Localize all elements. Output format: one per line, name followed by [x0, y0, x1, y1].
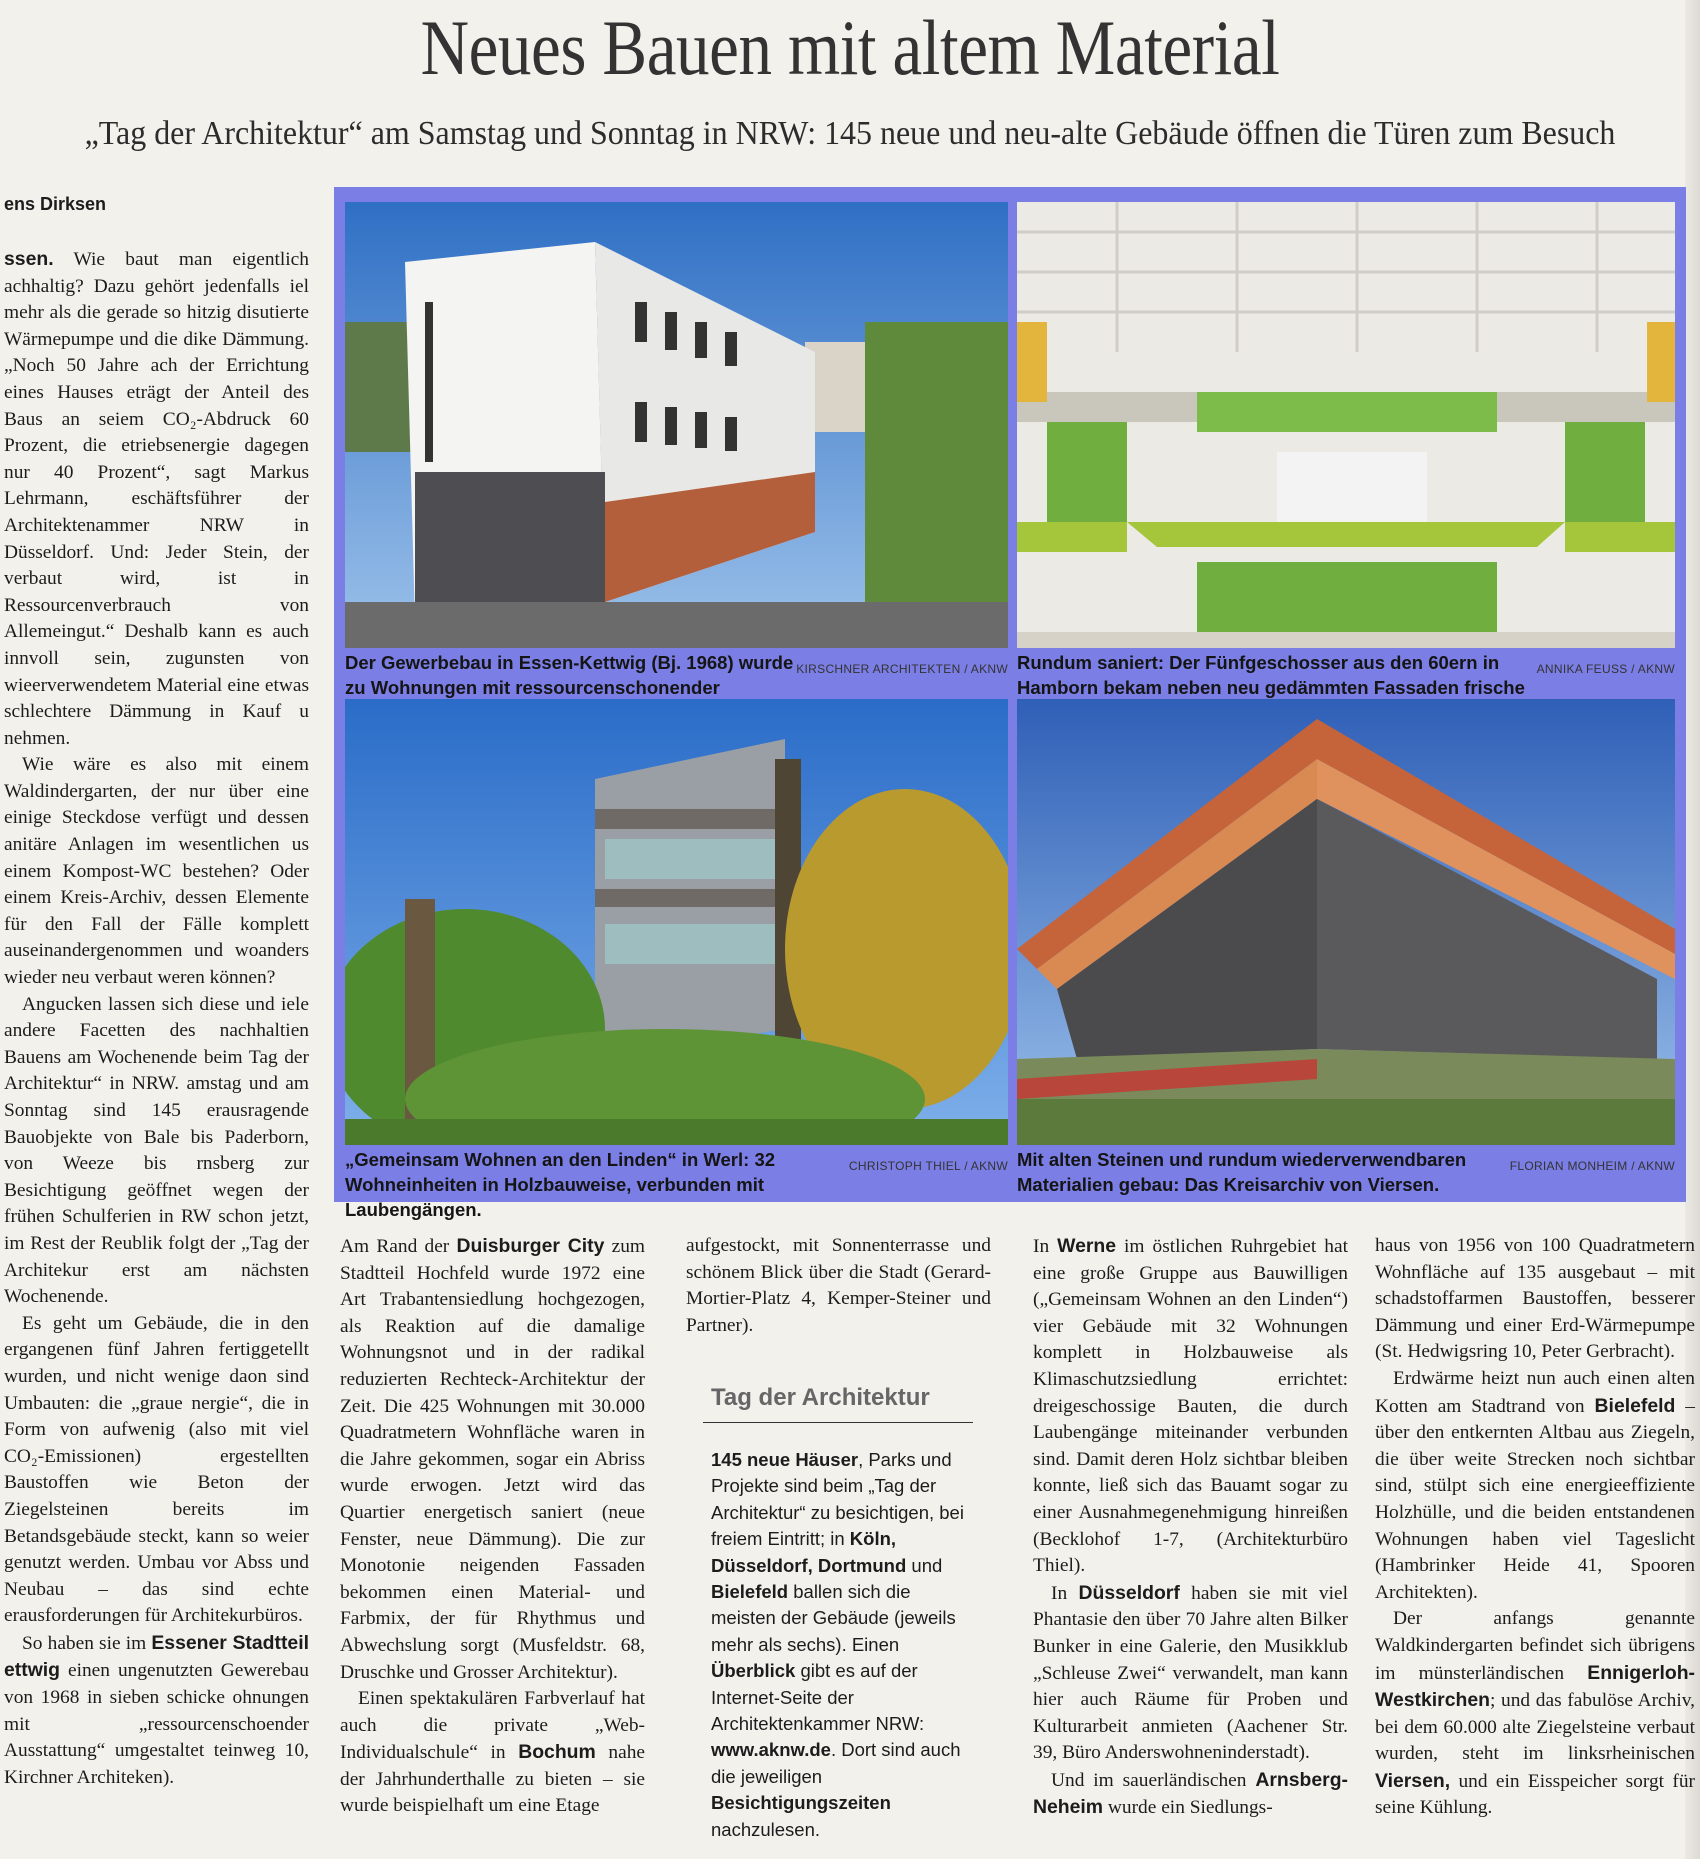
location-bold: Ennigerloh-Westkirchen: [1375, 1661, 1695, 1712]
info-bold: Überblick: [711, 1660, 796, 1682]
location-bold: Essener Stadtteil ettwig: [4, 1631, 309, 1682]
info-box: [703, 1384, 978, 1843]
paragraph-text: Wie baut man eigentlich achhaltig? Dazu gehört jedenfalls iel mehr als die gerade so hitzig disutierte Wärmepumpe und die dike Dämmung. „Noch 50 Jahre ach der Errichtung eines Hauses eträgt der Anteil des Baus an seiem CO₂-Abdruck 60 Prozent, die etriebsenergie dagegen nur 40 Prozent“, sagt Markus Lehrmann, eschäftsführer der Architektenammer NRW in Düsseldorf. Und: Jeder Stein, der verbaut wird, ist in Ressourcenverbrauch von Allemeingut.“ Deshalb kann es auch innvoll sein, zugunsten von wieerverwendetem Material eine etwas schlechtere Dämmung in Kauf u nehmen.: [4, 249, 309, 749]
paragraph: [340, 1233, 645, 1686]
info-bold: Besichtigungszeiten: [711, 1792, 891, 1814]
paragraph: [4, 246, 309, 752]
photo-caption-3: [345, 1147, 1008, 1222]
location-bold: Duisburger City: [456, 1235, 605, 1257]
paragraph-text: und ein Eisspeicher sorgt für seine Kühlung.: [1375, 1770, 1695, 1819]
photo-caption-4: [1017, 1147, 1675, 1197]
info-bold: Köln, Düsseldorf, Dortmund: [711, 1528, 907, 1576]
info-text: , Parks und Projekte sind beim „Tag der Architektur“ zu besichtigen, bei freiem Eintritt; in: [711, 1449, 964, 1550]
paragraph: aufgestockt, mit Sonnenterrasse und schönem Blick über die Stadt (Gerard-Mortier-Platz 4, Kemper-Steiner und Partner).: [686, 1235, 991, 1336]
photo-essen-kettwig: [345, 202, 1008, 648]
paragraph-text: Einen spektakulären Farbverlauf hat auch die private „Web-Individualschule“ in: [340, 1688, 645, 1764]
caption-text: „Gemeinsam Wohnen an den Linden“ in Werl: 32 Wohneinheiten in Holzbauweise, verbunden mit Laubengängen.: [345, 1149, 776, 1220]
subheadline: „Tag der Architektur“ am Samstag und Sonntag in NRW: 145 neue und neu-alte Gebäude öffnen die Türen zum Besuch: [84, 115, 1616, 152]
photo-panel: [334, 187, 1686, 1220]
paragraph: Angucken lassen sich diese und iele andere Facetten des nachhaltien Bauens am Wochenende beim Tag der Architektur“ in NRW. amstag und am Sonntag sind 145 erausragende Bauobjekte von Bale bis Paderborn, von Weeze bis rnsberg zur Besichtigung geöffnet wegen der frühen Schulferien in RW schon jetzt, im Rest der Reublik folgt der „Tag der Architekur erst am nächsten Wochenende.: [4, 993, 309, 1308]
paragraph-text: In: [1033, 1236, 1058, 1257]
info-bold: 145 neue Häuser: [711, 1449, 859, 1470]
paragraph-text: Erdwärme heizt nun auch einen alten Kotten am Stadtrand von: [1375, 1367, 1695, 1417]
photo-viersen: [1017, 699, 1675, 1145]
website-link: www.aknw.de: [711, 1739, 831, 1761]
info-box-title: Tag der Architektur: [711, 1384, 930, 1411]
location-bold: Viersen,: [1375, 1769, 1451, 1792]
paragraph: [1033, 1233, 1348, 1580]
article-column-1: [4, 246, 309, 1791]
paragraph: [1375, 1366, 1695, 1606]
info-box-divider: [703, 1422, 973, 1423]
caption-text: Mit alten Steinen und rundum wiederverwendbaren Materialien gebau: Das Kreisarchiv von Viersen.: [1017, 1149, 1467, 1195]
photo-credit-3: CHRISTOPH THIEL / AKNW: [848, 1159, 1008, 1173]
photo-credit-4: FLORIAN MONHEIM / AKNW: [1509, 1159, 1675, 1173]
photo-werl: [345, 699, 1008, 1145]
location-bold: Bochum: [518, 1741, 596, 1764]
location-bold: Arnsberg-Neheim: [1033, 1768, 1348, 1819]
caption-text: Der Gewerbebau in Essen-Kettwig (Bj. 1968) wurde zu Wohnungen mit ressourcenschonender: [345, 652, 794, 698]
paragraph-text: Und im sauerländischen: [1051, 1769, 1256, 1791]
paragraph: Es geht um Gebäude, die in den ergangenen fünf Jahren fertiggetellt wurden, und nicht wenige daon sind Umbauten: die „graue nergie“, die in Form von aufwenig (also mit viel CO₂-Emissionen) ergestellten Baustoffen wie Beton der Ziegelsteinen bereits im Betandsgebäude steckt, kann so weier genutzt werden. Umbau vor Abss und Neubau – das sind echte erausforderungen für Architekurbüros.: [4, 1312, 309, 1627]
info-bold: Bielefeld: [711, 1581, 789, 1603]
paragraph-text: im östlichen Ruhrgebiet hat eine große Gruppe aus Bauwilligen („Gemeinsam Wohnen an den Linden“) vier Gebäude mit 32 Wohnungen komplett in Holzbauweise als Klimaschutzsiedlung errichtet: dreigeschossige Bauten, die durch Laubengänge miteinander verbunden sind. Damit deren Holz sichtbar bleiben konnte, ließ sich das Bauamt sogar zu einer Ausnahmegenehmigung hinreißen (Becklohof 1-7, (Architekturbüro Thiel).: [1033, 1236, 1348, 1577]
paragraph-text: nahe der Jahrhunderthalle zu bieten – sie wurde beispielhaft um eine Etage: [340, 1742, 645, 1817]
paragraph: Wie wäre es also mit einem Waldindergarten, der nur über eine einige Steckdose verfügt und dessen anitäre Anlagen im wesentlichen us einem Kompost-WC bestehen? Oder einem Kreis-Archiv, dessen Elemente für den Fall der Fälle komplett auseinandergenommen und woanders wieder neu verbaut weren können?: [4, 754, 309, 989]
paragraph: [4, 1630, 309, 1792]
paragraph: haus von 1956 von 100 Quadratmetern Wohnfläche auf 135 ausgebaut – mit schadstoffarmen Baustoffen, besserer Dämmung und einer Erd-Wärmepumpe (St. Hedwigsring 10, Peter Gerbracht).: [1375, 1235, 1695, 1363]
paragraph-text: wurde ein Siedlungs-: [1103, 1797, 1273, 1819]
paragraph: [1033, 1767, 1348, 1822]
info-text: nachzulesen.: [711, 1818, 821, 1840]
info-box-text: [711, 1447, 978, 1843]
location-bold: Düsseldorf: [1078, 1581, 1180, 1604]
article-column-4: [1033, 1233, 1348, 1822]
photo-credit-2: ANNIKA FEUSS / AKNW: [1536, 662, 1675, 676]
info-text: . Dort sind auch die jeweiligen: [711, 1739, 961, 1787]
paragraph-text: In: [1051, 1582, 1079, 1604]
paragraph-text: – über den entkernten Altbau aus Ziegeln, die über weite Strecken noch sichtbar sind, stülpt sich eine energieeffiziente Holzhülle, und die beiden entstandenen Wohnungen haben viel Tageslicht (Hambrinker Heide 41, Spooren Architekten).: [1375, 1395, 1695, 1603]
paragraph-text: ; und das fabulöse Archiv, bei dem 60.000 alte Ziegelsteine verbaut wurden, steht im linksrheinischen: [1375, 1690, 1695, 1765]
info-text: gibt es auf der Internet-Seite der Architektenkammer NRW:: [711, 1660, 925, 1735]
paragraph-text: haben sie mit viel Phantasie den über 70 Jahre alten Bilker Bunker in eine Galerie, den Musikklub „Schleuse Zwei“ verwandelt, man kann hier auch Räume für Proben und Kulturarbeit anmieten (Aachener Str. 39, Büro Anderswohneninderstadt).: [1033, 1582, 1348, 1764]
info-text: und: [906, 1554, 943, 1576]
article-column-5: [1375, 1233, 1695, 1822]
location-bold: Werne: [1057, 1235, 1117, 1257]
paragraph-text: So haben sie im: [22, 1632, 152, 1654]
photo-credit-1: KIRSCHNER ARCHITEKTEN / AKNW: [796, 662, 1008, 676]
photo-hamborn: [1017, 202, 1675, 648]
article-column-3: [686, 1233, 991, 1339]
article-column-2: [340, 1233, 645, 1820]
paragraph: [1375, 1606, 1695, 1822]
paragraph-text: einen ungenutzten Gewerebau von 1968 in sieben schicke ohnungen mit „ressourcenschoender Ausstattung“ umgestaltet teinweg 10, Kirchner Architeken).: [4, 1660, 309, 1788]
author-byline: ens Dirksen: [4, 194, 107, 214]
building-photo-2: [1017, 202, 1675, 648]
building-photo-1: [345, 202, 1008, 648]
paragraph: [1033, 1580, 1348, 1767]
info-text: ballen sich die meisten der Gebäude (jeweils mehr als sechs). Einen: [711, 1581, 956, 1655]
dateline: ssen.: [4, 248, 54, 270]
building-photo-4: [1017, 699, 1675, 1145]
paragraph-text: Der anfangs genannte Waldkindergarten befindet sich übrigens im münsterländischen: [1375, 1608, 1695, 1684]
paragraph-text: Am Rand der: [340, 1236, 457, 1257]
location-bold: Bielefeld: [1594, 1394, 1676, 1417]
paragraph: [340, 1686, 645, 1820]
caption-text: Rundum saniert: Der Fünfgeschosser aus den 60ern in Hamborn bekam neben neu gedämmten Fassaden frische: [1017, 652, 1525, 698]
paragraph-text: zum Stadtteil Hochfeld wurde 1972 eine Art Trabantensiedlung hochgezogen, als Reaktion auf die damalige Wohnungsnot und in der radikal reduzierten Rechteck-Architektur der Zeit. Die 425 Wohnungen mit 30.000 Quadratmetern Wohnfläche waren in die Jahre gekommen, sogar ein Abriss wurde erwogen. Jetzt wird das Quartier energetisch saniert (neue Fenster, neue Dämmung). Die zur Monotonie neigenden Fassaden bekommen einen Material- und Farbmix, der für Rhythmus und Abwechslung sorgt (Musfeldstr. 68, Druschke und Grosser Architektur).: [340, 1236, 646, 1683]
headline: Neues Bauen mit altem Material: [420, 4, 1280, 91]
building-photo-3: [345, 699, 1008, 1145]
